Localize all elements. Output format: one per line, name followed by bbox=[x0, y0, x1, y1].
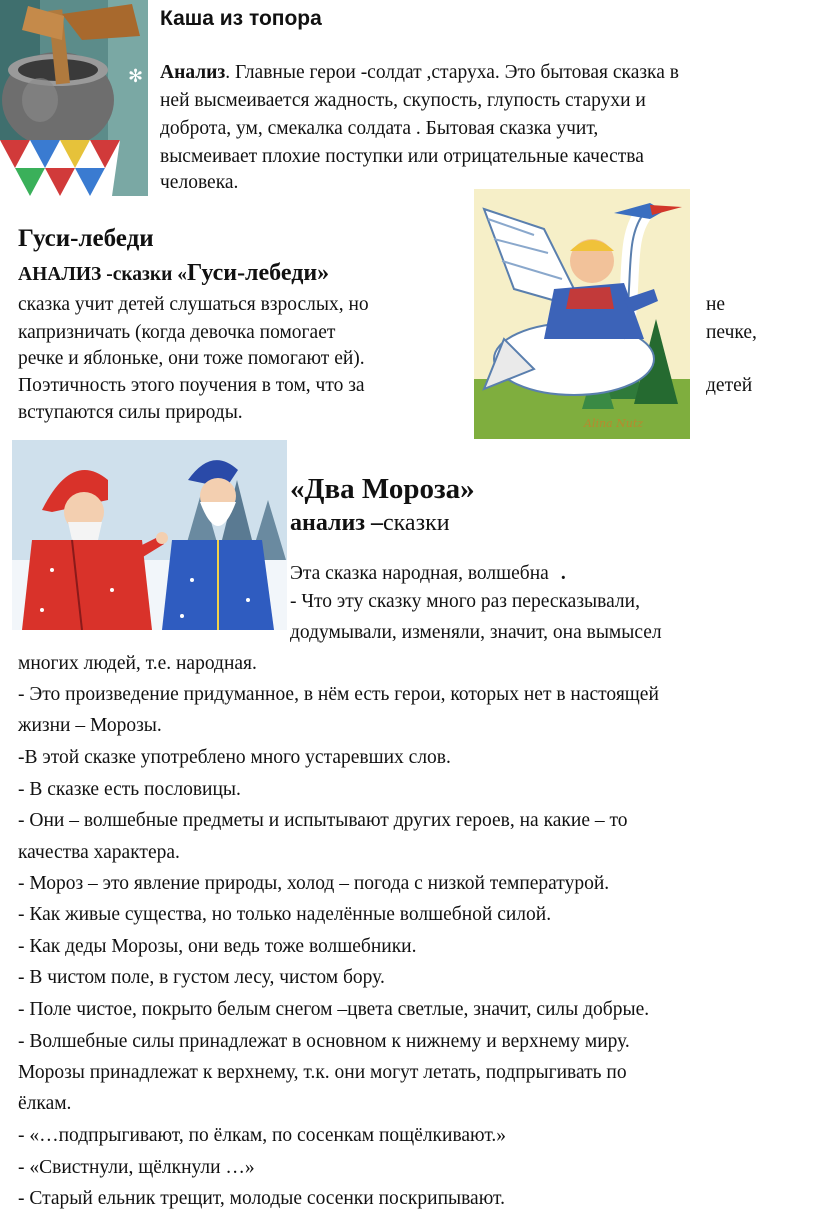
svg-text:✻: ✻ bbox=[128, 66, 144, 87]
moroza-narrow-line-1: - Что эту сказку много раз пересказывали, bbox=[290, 591, 640, 612]
moroza-line-2: - Это произведение придуманное, в нём есть герои, которых нет в настоящей bbox=[18, 684, 659, 705]
gusi-right-word-2: печке, bbox=[706, 322, 757, 343]
axe-pot-illustration bbox=[0, 0, 148, 196]
gusi-right-word-3: детей bbox=[706, 375, 753, 396]
moroza-line-6: - Они – волшебные предметы и испытывают других героев, на какие – то bbox=[18, 810, 628, 831]
goose-image-signature: Alina Nutz bbox=[584, 417, 644, 430]
kasha-text-line-5: человека. bbox=[160, 172, 239, 193]
moroza-line-17: - «Свистнули, щёлкнули …» bbox=[18, 1157, 255, 1178]
gusi-subtitle-title: Гуси-лебеди» bbox=[186, 260, 330, 286]
gusi-text-line-5: вступаются силы природы. bbox=[18, 402, 243, 423]
moroza-narrow-line-2: додумывали, изменяли, значит, она вымысел bbox=[290, 622, 662, 643]
moroza-intro-dot: . bbox=[560, 563, 566, 584]
moroza-subtitle bbox=[290, 509, 450, 537]
kasha-title: Каша из топора bbox=[160, 7, 322, 30]
moroza-line-10: - Как деды Морозы, они ведь тоже волшебники. bbox=[18, 936, 417, 957]
gusi-right-word-1: не bbox=[706, 294, 726, 315]
two-frosts-illustration bbox=[12, 440, 287, 630]
moroza-title: «Два Мороза» bbox=[290, 473, 475, 505]
kasha-text-line-3: доброта, ум, смекалка солдата . Бытовая сказка учит, bbox=[160, 118, 599, 139]
kasha-analysis-label: Анализ bbox=[160, 62, 226, 83]
gusi-title: Гуси-лебеди bbox=[18, 225, 154, 252]
gusi-text-line-4: Поэтичность этого поучения в том, что за bbox=[18, 375, 365, 396]
moroza-line-18: - Старый ельник трещит, молодые сосенки поскрипывают. bbox=[18, 1188, 505, 1209]
kasha-text-line-1 bbox=[160, 61, 679, 85]
moroza-line-11: - В чистом поле, в густом лесу, чистом бору. bbox=[18, 967, 385, 988]
kasha-text: . Главные герои -солдат ,старуха. Это бытовая сказка в bbox=[225, 62, 679, 83]
moroza-line-3: жизни – Морозы. bbox=[18, 715, 162, 736]
gusi-subtitle-prefix: АНАЛИЗ -сказки « bbox=[18, 264, 187, 285]
moroza-line-5: - В сказке есть пословицы. bbox=[18, 779, 241, 800]
goose-illustration bbox=[474, 189, 690, 439]
gusi-text-line-2: капризничать (когда девочка помогает bbox=[18, 322, 336, 343]
moroza-subtitle-plain: сказки bbox=[382, 510, 450, 536]
moroza-line-14: Морозы принадлежат к верхнему, т.к. они могут летать, подпрыгивать по bbox=[18, 1062, 627, 1083]
gusi-text-line-3: речке и яблоньке, они тоже помогают ей). bbox=[18, 348, 365, 369]
moroza-line-12: - Поле чистое, покрыто белым снегом –цвета светлые, значит, силы добрые. bbox=[18, 999, 650, 1020]
moroza-line-7: качества характера. bbox=[18, 842, 180, 863]
kasha-text-line-4: высмеивает плохие поступки или отрицательные качества bbox=[160, 146, 644, 167]
gusi-subtitle bbox=[18, 261, 329, 287]
gusi-text-line-1: сказка учит детей слушаться взрослых, но bbox=[18, 294, 369, 315]
moroza-line-13: - Волшебные силы принадлежат в основном к нижнему и верхнему миру. bbox=[18, 1031, 630, 1052]
moroza-line-8: - Мороз – это явление природы, холод – погода с низкой температурой. bbox=[18, 873, 610, 894]
moroza-intro-text: Эта сказка народная, волшебна bbox=[290, 563, 549, 584]
moroza-line-15: ёлкам. bbox=[18, 1093, 72, 1114]
moroza-line-16: - «…подпрыгивают, по ёлкам, по сосенкам пощёлкивают.» bbox=[18, 1125, 507, 1146]
moroza-line-9: - Как живые существа, но только наделённые волшебной силой. bbox=[18, 904, 552, 925]
moroza-intro bbox=[290, 562, 566, 586]
moroza-line-1: многих людей, т.е. народная. bbox=[18, 653, 257, 674]
kasha-text-line-2: ней высмеивается жадность, скупость, глупость старухи и bbox=[160, 90, 646, 111]
moroza-line-4: -В этой сказке употреблено много устаревших слов. bbox=[18, 747, 451, 768]
moroza-subtitle-bold: анализ – bbox=[290, 510, 383, 536]
